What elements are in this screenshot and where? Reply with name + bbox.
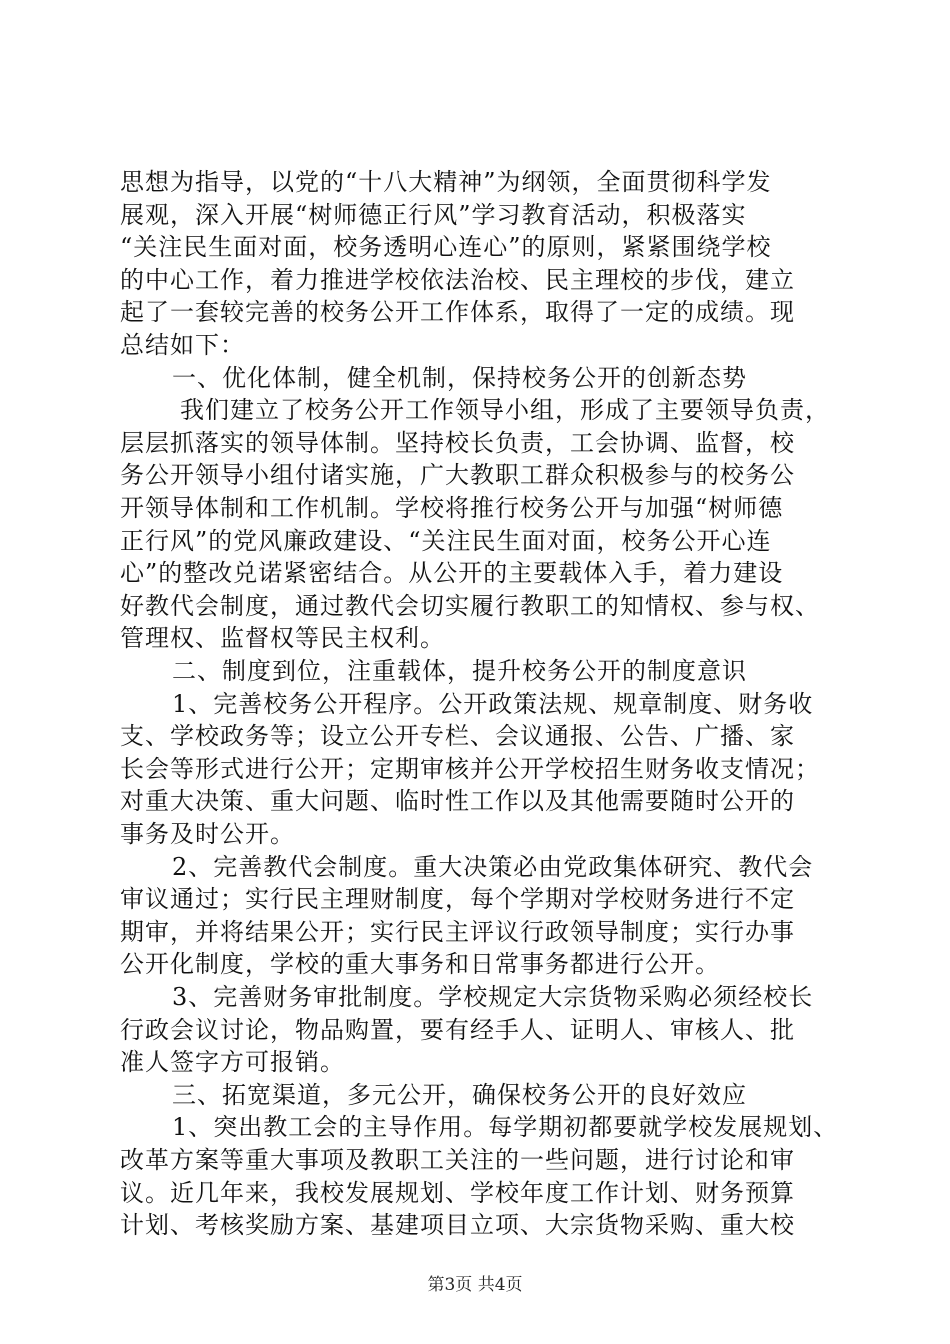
body-text-line: 3、完善财务审批制度。学校规定大宗货物采购必须经校长	[172, 983, 814, 1011]
body-text-line: 心”的整改兑诺紧密结合。从公开的主要载体入手，着力建设	[120, 559, 784, 588]
body-text-line: 1、完善校务公开程序。公开政策法规、规章制度、财务收	[172, 689, 814, 718]
body-text-line: 公开化制度，学校的重大事务和日常事务都进行公开。	[120, 950, 720, 979]
body-text-line: 准人签字方可报销。	[120, 1048, 345, 1077]
body-text-line: 层层抓落实的领导体制。坚持校长负责，工会协调、监督，校	[120, 428, 795, 457]
body-text-line: 期审，并将结果公开；实行民主评议行政领导制度；实行办事	[120, 917, 795, 946]
page-number-footer: 第3页 共4页	[427, 1275, 523, 1295]
body-text-line: 展观，深入开展“树师德正行风”学习教育活动，积极落实	[120, 200, 747, 229]
body-text-line: 对重大决策、重大问题、临时性工作以及其他需要随时公开的	[120, 787, 795, 816]
body-text-line: 正行风”的党风廉政建设、“关注民生面对面，校务公开心连	[120, 526, 772, 555]
body-text-line: 务公开领导小组付诸实施，广大教职工群众积极参与的校务公	[120, 461, 795, 490]
body-text-line: 1、突出教工会的主导作用。每学期初都要就学校发展规划、	[172, 1113, 839, 1142]
body-text-line: 总结如下：	[120, 331, 245, 359]
body-text-line: 我们建立了校务公开工作领导小组，形成了主要领导负责，	[180, 396, 830, 425]
body-text-line: 好教代会制度，通过教代会切实履行教职工的知情权、参与权、	[120, 591, 820, 620]
body-text-line: 审议通过；实行民主理财制度，每个学期对学校财务进行不定	[120, 885, 795, 914]
section-heading-3: 三、拓宽渠道，多元公开，确保校务公开的良好效应	[172, 1080, 747, 1109]
body-text-line: 行政会议讨论，物品购置，要有经手人、证明人、审核人、批	[120, 1015, 795, 1044]
body-text-line: 支、学校政务等；设立公开专栏、会议通报、公告、广播、家	[120, 722, 795, 751]
body-text-line: 改革方案等重大事项及教职工关注的一些问题，进行讨论和审	[120, 1146, 795, 1174]
body-text-line: 管理权、监督权等民主权利。	[120, 624, 445, 653]
body-text-line: 开领导体制和工作机制。学校将推行校务公开与加强“树师德	[120, 494, 784, 522]
body-text-line: 2、完善教代会制度。重大决策必由党政集体研究、教代会	[172, 852, 814, 881]
body-text-line: 起了一套较完善的校务公开工作体系，取得了一定的成绩。现	[120, 298, 795, 327]
body-text-line: 长会等形式进行公开；定期审核并公开学校招生财务收支情况；	[120, 754, 820, 783]
body-text-line: 思想为指导，以党的“十八大精神”为纲领，全面贯彻科学发	[120, 168, 772, 196]
section-heading-2: 二、制度到位，注重载体，提升校务公开的制度意识	[172, 657, 747, 685]
body-text-line: “关注民生面对面，校务透明心连心”的原则，紧紧围绕学校	[120, 233, 772, 262]
body-text-line: 议。近几年来，我校发展规划、学校年度工作计划、财务预算	[120, 1178, 795, 1207]
section-heading-1: 一、优化体制，健全机制，保持校务公开的创新态势	[172, 363, 747, 392]
body-text-line: 的中心工作，着力推进学校依法治校、民主理校的步伐，建立	[120, 265, 795, 294]
body-text-line: 事务及时公开。	[120, 820, 295, 848]
body-text-line: 计划、考核奖励方案、基建项目立项、大宗货物采购、重大校	[120, 1211, 795, 1240]
